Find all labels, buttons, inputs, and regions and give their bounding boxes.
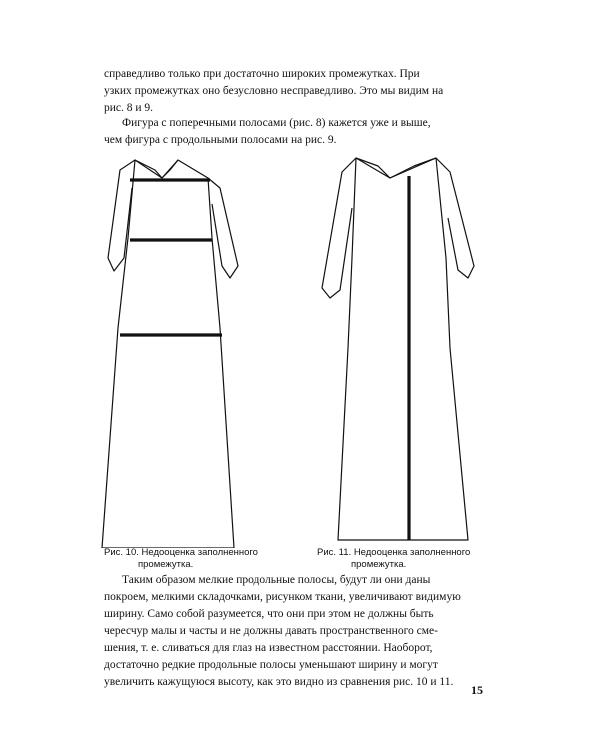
caption-line: Рис. 10. Недооценка заполненного (104, 547, 258, 558)
dress-outline (338, 158, 468, 540)
paragraph-intro (104, 66, 488, 117)
caption-line: Рис. 11. Недооценка заполненного (317, 547, 471, 558)
caption-line: промежутка. (138, 559, 194, 570)
neckline (135, 160, 178, 178)
text-line: покроем, мелкими складочками, рисунком ткани, увеличивают видимую (104, 591, 461, 603)
text-line: достаточно редкие продольные полосы уменьшают ширину и могут (104, 659, 438, 671)
text-line: Фигура с поперечными полосами (рис. 8) кажется уже и выше, (122, 117, 431, 129)
text-line: шения, т. е. сливаться для глаз на известном расстоянии. Наоборот, (104, 642, 433, 654)
figure-11-dress-vertical-stripe (318, 148, 488, 548)
text-line: чем фигура с продольными полосами на рис. 9. (104, 134, 337, 146)
text-line: рис. 8 и 9. (104, 102, 154, 114)
paragraph-figure-comparison (104, 115, 488, 149)
text-line: справедливо только при достаточно широких промежутках. При (104, 68, 420, 80)
text-line: узких промежутках оно безусловно несправедливо. Это мы видим на (104, 85, 444, 97)
page-number: 15 (471, 683, 483, 697)
text-line: Таким образом мелкие продольные полосы, будут ли они даны (122, 574, 431, 586)
text-line: чересчур малы и часты и не должны давать пространственного сме- (104, 625, 438, 637)
text-line: ширину. Само собой разумеется, что они при этом не должны быть (104, 608, 434, 620)
right-sleeve (208, 178, 238, 278)
figure-10-caption (104, 547, 258, 571)
neckline (356, 158, 436, 178)
left-sleeve (108, 160, 135, 271)
caption-line: промежутка. (351, 559, 407, 570)
paragraph-conclusion (104, 572, 488, 691)
figure-10-dress-horizontal-stripes (100, 148, 260, 548)
figure-11-caption (317, 547, 470, 571)
text-line: увеличить кажущуюся высоту, как это видно из сравнения рис. 10 и 11. (104, 676, 454, 688)
